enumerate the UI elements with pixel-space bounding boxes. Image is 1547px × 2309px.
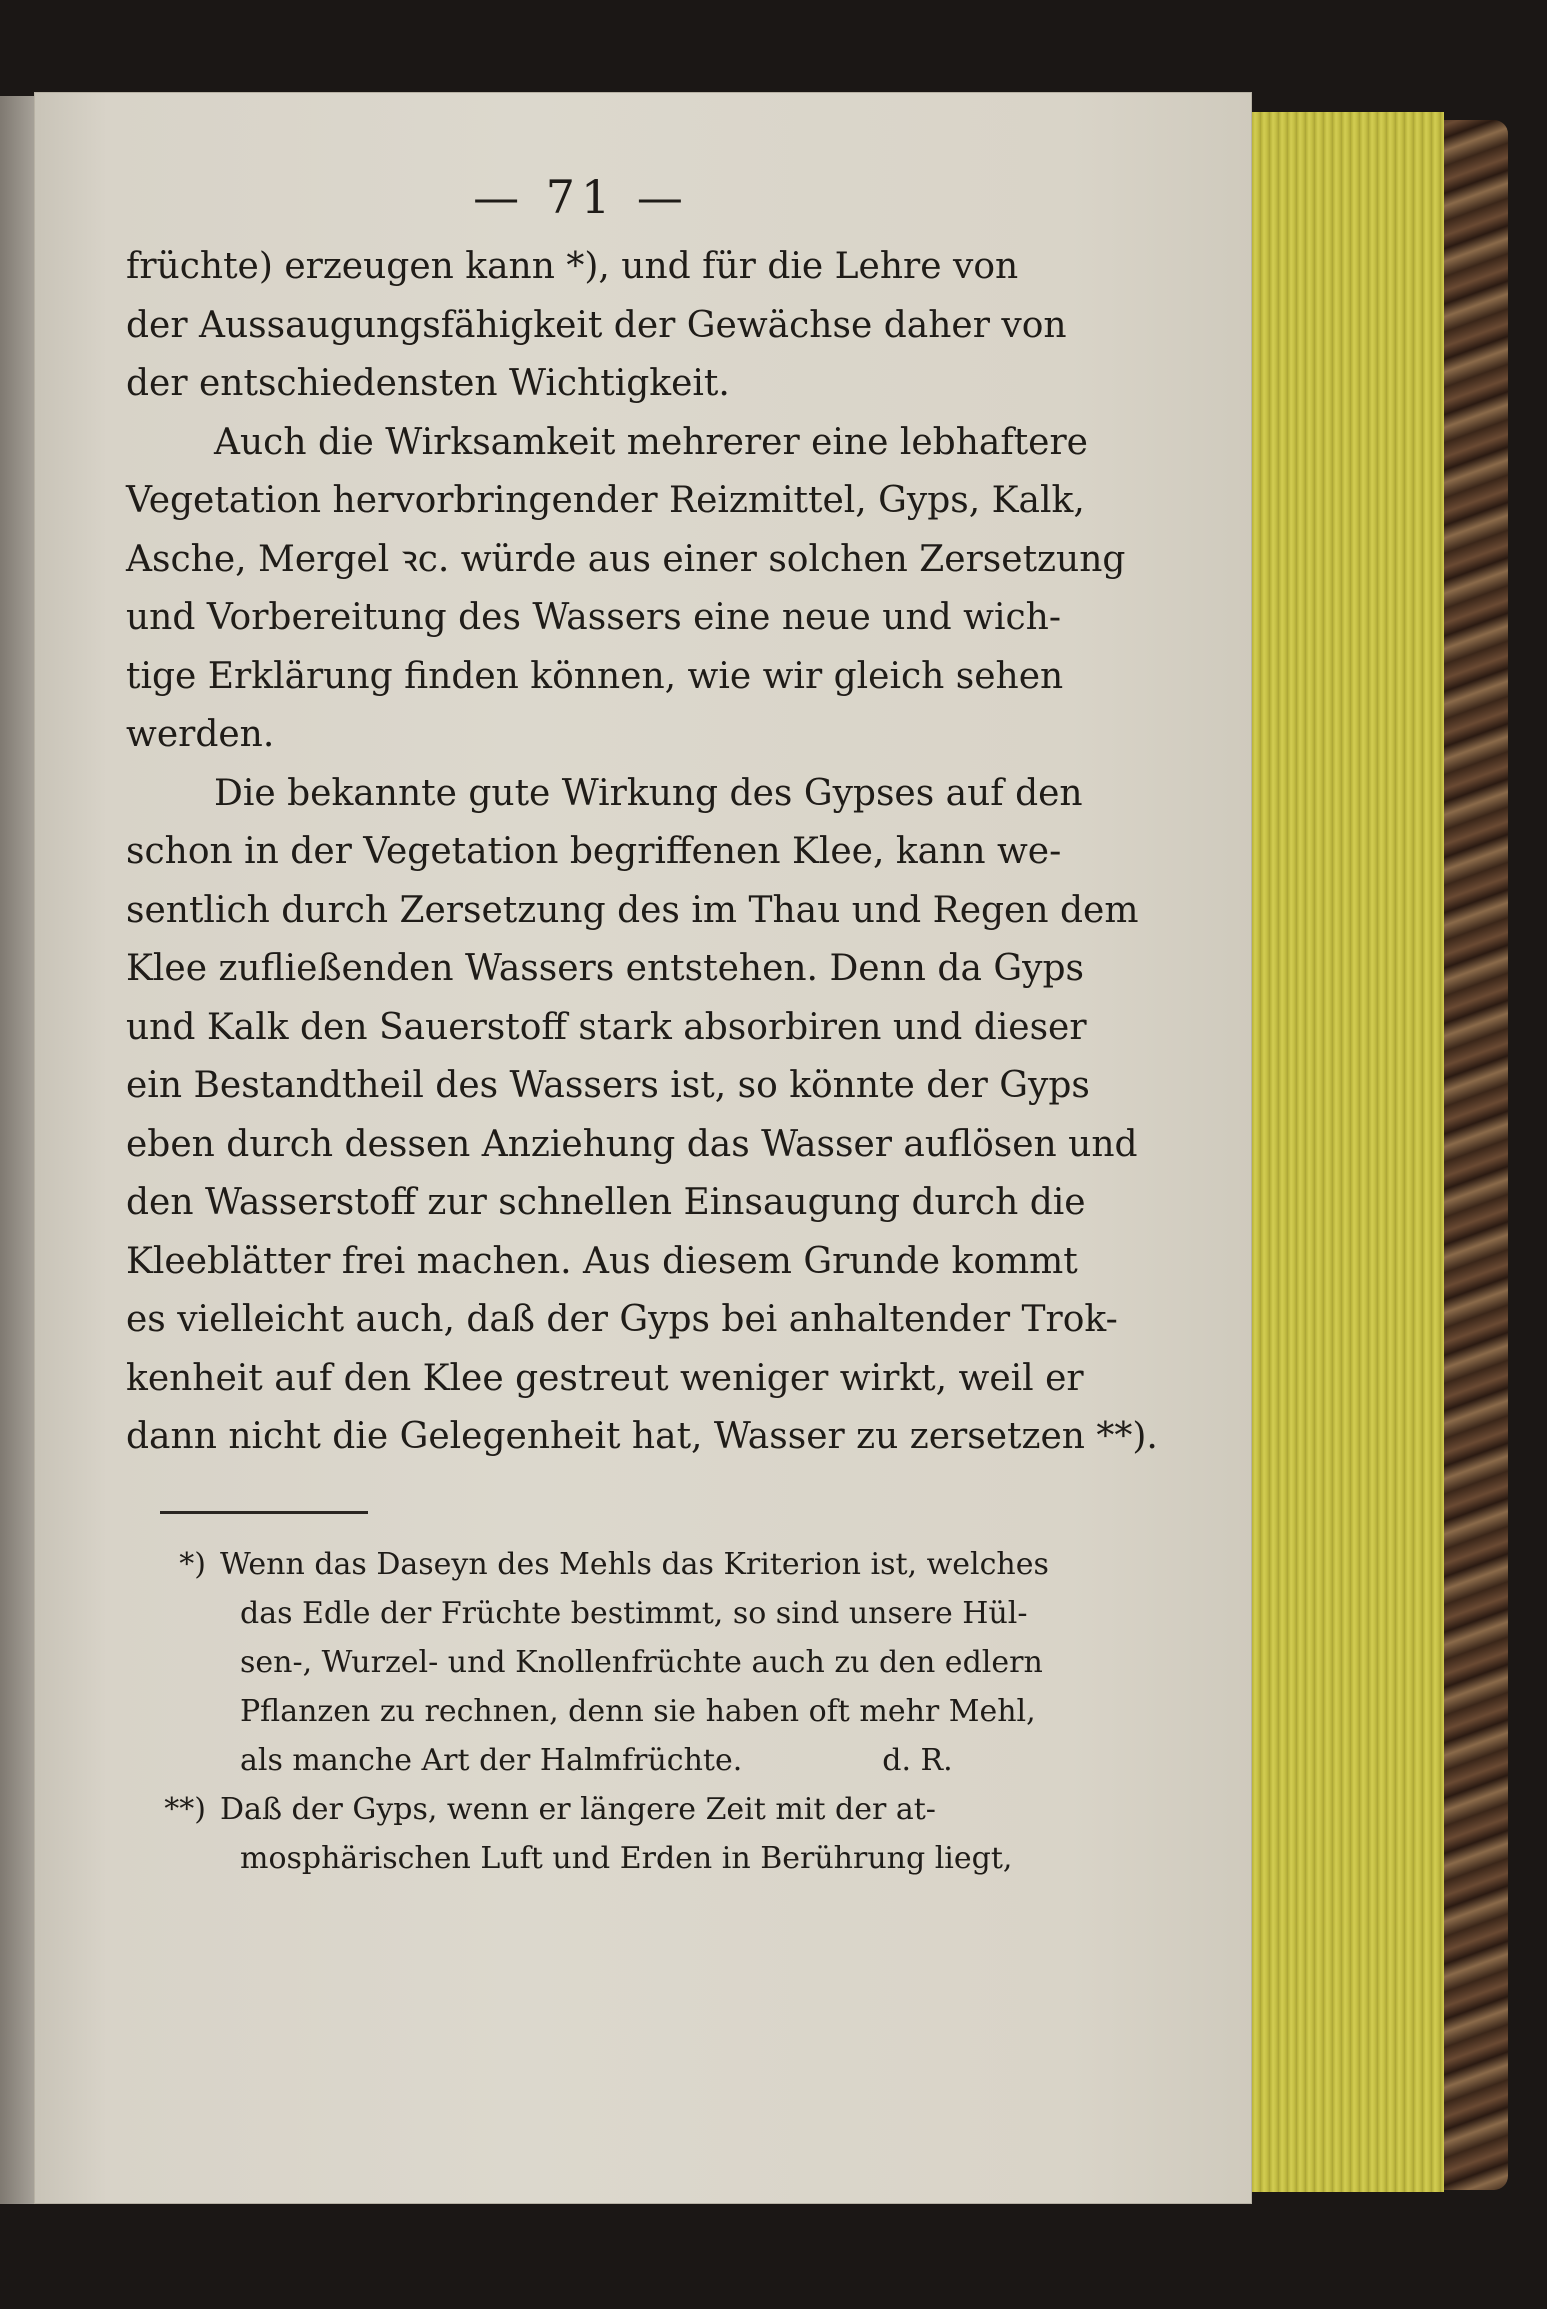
gilt-page-edges [1232,112,1444,2192]
text-line: Kleeblätter frei machen. Aus diesem Grunde kommt [126,1240,1078,1282]
footnote-text-line: sen-, Wurzel- und Knollenfrüchte auch zu den edlern [240,1644,1043,1680]
text-line: der Aussaugungsfähigkeit der Gewächse daher von [126,304,1067,346]
footnote-text-line: mosphärischen Luft und Erden in Berührung liegt, [240,1840,1013,1876]
text-line: Auch die Wirksamkeit mehrerer eine lebhaftere [214,421,1088,463]
text-line: Klee zufließenden Wassers entstehen. Denn da Gyps [126,948,1084,989]
text-line: dann nicht die Gelegenheit hat, Wasser zu zersetzen **). [126,1416,1158,1457]
text-line: schon in der Vegetation begriffenen Klee, kann we- [126,831,1062,872]
text-line: tige Erklärung finden können, wie wir gleich sehen [126,655,1064,697]
text-line: kenheit auf den Klee gestreut weniger wirkt, weil er [126,1357,1084,1399]
editor-signature: d. R. [882,1742,953,1778]
footnote-text-line: Daß der Gyps, wenn er längere Zeit mit der at- [220,1791,936,1827]
footnote-2 [126,1785,1106,1883]
text-line: der entschiedensten Wichtigkeit. [126,363,730,404]
footnote-text-line: als manche Art der Halmfrüchte. [240,1742,743,1778]
text-line: eben durch dessen Anziehung das Wasser auflösen und [126,1123,1138,1165]
paragraph-1 [126,238,1106,414]
footnote-marker: **) [164,1791,206,1827]
paragraph-3 [126,765,1158,1467]
text-line: Die bekannte gute Wirkung des Gypses auf den [214,772,1083,814]
text-line: Vegetation hervorbringender Reizmittel, Gyps, Kalk, [126,480,1085,521]
footnote-marker: *) [179,1546,206,1582]
text-line: und Kalk den Sauerstoff stark absorbiren und dieser [126,1006,1087,1048]
page-number: — 71 — [473,170,689,224]
text-line: früchte) erzeugen kann *), und für die Lehre von [126,246,1019,287]
footnote-text-line: Pflanzen zu rechnen, denn sie haben oft mehr Mehl, [240,1693,1036,1729]
footnote-text-line: Wenn das Daseyn des Mehls das Kriterion ist, welches [220,1546,1049,1582]
text-line: werden. [126,714,275,755]
text-line: Asche, Mergel ꝛc. würde aus einer solchen Zersetzung [126,538,1126,580]
paragraph-2 [126,414,1126,765]
text-line: und Vorbereitung des Wassers eine neue und wich- [126,597,1061,638]
footnote-separator [160,1511,368,1514]
text-line: sentlich durch Zersetzung des im Thau und Regen dem [126,889,1139,931]
text-line: ein Bestandtheil des Wassers ist, so könnte der Gyps [126,1065,1090,1106]
page-text [126,170,1158,1883]
text-line: den Wasserstoff zur schnellen Einsaugung durch die [126,1182,1086,1223]
text-line: es vielleicht auch, daß der Gyps bei anhaltender Trok- [126,1299,1118,1340]
footnote-1 [126,1540,1106,1785]
footnote-text-line: das Edle der Früchte bestimmt, so sind unsere Hül- [240,1595,1028,1631]
